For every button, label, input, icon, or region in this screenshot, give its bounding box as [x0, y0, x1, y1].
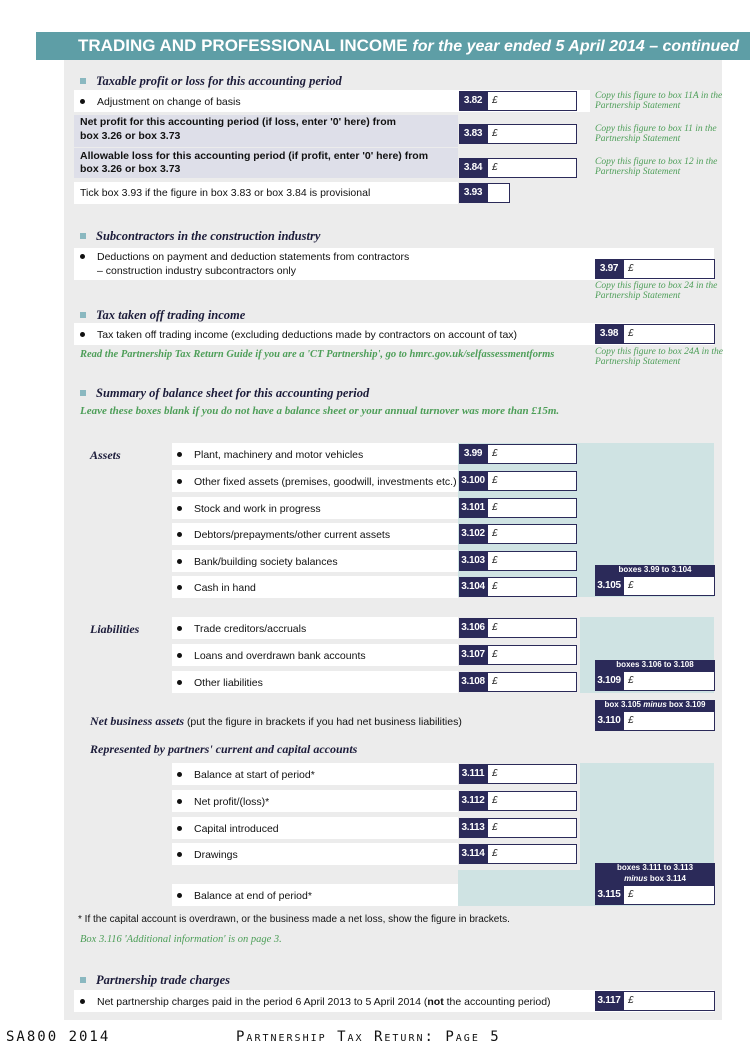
- subcontractors-label-2: – construction industry subcontractors only: [97, 265, 297, 277]
- liability-label-creditors: Trade creditors/accruals: [177, 623, 306, 636]
- asset-label-fixed: Other fixed assets (premises, goodwill, investments etc.): [177, 476, 457, 489]
- bullet-icon: [177, 532, 182, 537]
- section-heading-taxable: Taxable profit or loss for this accounting period: [80, 74, 342, 89]
- box-number-3-111: 3.111: [459, 764, 487, 784]
- box-number-3-113: 3.113: [459, 818, 487, 838]
- partner-label-capital: Capital introduced: [177, 823, 279, 836]
- box-number-3-105: 3.105: [595, 576, 623, 596]
- input-3-99[interactable]: £: [487, 444, 577, 464]
- input-3-98[interactable]: £: [623, 324, 715, 344]
- bullet-icon: [177, 479, 182, 484]
- input-3-102[interactable]: £: [487, 524, 577, 544]
- footer-page-label: Partnership Tax Return: Page 5: [236, 1029, 501, 1045]
- box-number-3-110: 3.110: [595, 711, 623, 731]
- input-3-111[interactable]: £: [487, 764, 577, 784]
- section-marker-icon: [80, 390, 86, 396]
- trade-charges-label: Net partnership charges paid in the period 6 April 2013 to 5 April 2014 (not the accounting period): [80, 996, 551, 1009]
- input-3-101[interactable]: £: [487, 498, 577, 518]
- page-title: TRADING AND PROFESSIONAL INCOME: [78, 36, 408, 55]
- partners-end-shaded-area: [458, 870, 594, 906]
- box-number-3-83: 3.83: [459, 124, 487, 144]
- subcontractors-label-1: Deductions on payment and deduction statements from contractors: [80, 251, 409, 264]
- box-number-3-107: 3.107: [459, 645, 487, 665]
- box-number-3-112: 3.112: [459, 791, 487, 811]
- box-number-3-114: 3.114: [459, 844, 487, 864]
- section-heading-trade-charges: Partnership trade charges: [80, 973, 230, 988]
- footer-form-id: SA800 2014: [6, 1029, 111, 1045]
- net-profit-label-2: box 3.26 or box 3.73: [80, 130, 181, 142]
- bullet-icon: [177, 559, 182, 564]
- net-profit-label-1: Net profit for this accounting period (if loss, enter '0' here) from: [80, 116, 396, 128]
- bullet-icon: [177, 506, 182, 511]
- section-heading-tax-taken: Tax taken off trading income: [80, 308, 245, 323]
- balance-end-caption: boxes 3.111 to 3.113 minus box 3.114: [595, 863, 715, 885]
- balance-sheet-note: Leave these boxes blank if you do not have a balance sheet or your annual turnover was more than £15m.: [80, 405, 560, 417]
- input-3-117[interactable]: £: [623, 991, 715, 1011]
- box-number-3-106: 3.106: [459, 618, 487, 638]
- input-3-83[interactable]: £: [487, 124, 577, 144]
- box-number-3-84: 3.84: [459, 158, 487, 178]
- bullet-icon: [177, 893, 182, 898]
- box-number-3-108: 3.108: [459, 672, 487, 692]
- assets-total-caption: boxes 3.99 to 3.104: [595, 565, 715, 576]
- tax-taken-label: Tax taken off trading income (excluding deductions made by contractors on account of tax): [80, 329, 517, 342]
- partner-label-profit: Net profit/(loss)*: [177, 796, 269, 809]
- liabilities-total-caption: boxes 3.106 to 3.108: [595, 660, 715, 671]
- section-marker-icon: [80, 233, 86, 239]
- hint-3-98: Copy this figure to box 24A in the Partnership Statement: [595, 347, 723, 367]
- assets-label: Assets: [90, 448, 121, 462]
- box-number-3-82: 3.82: [459, 91, 487, 111]
- provisional-label: Tick box 3.93 if the figure in box 3.83 or box 3.84 is provisional: [80, 187, 371, 199]
- partner-label-start: Balance at start of period*: [177, 769, 315, 782]
- box-number-3-117: 3.117: [595, 991, 623, 1011]
- box-number-3-101: 3.101: [459, 498, 487, 518]
- asset-label-bank: Bank/building society balances: [177, 556, 338, 569]
- liability-label-other: Other liabilities: [177, 677, 263, 690]
- capital-footnote: * If the capital account is overdrawn, or the business made a net loss, show the figure in brackets.: [78, 914, 510, 925]
- box-number-3-104: 3.104: [459, 577, 487, 597]
- represented-heading: Represented by partners' current and capital accounts: [90, 742, 358, 756]
- asset-label-debtors: Debtors/prepayments/other current assets: [177, 529, 390, 542]
- section-heading-subcontractors: Subcontractors in the construction industry: [80, 229, 320, 244]
- liabilities-label: Liabilities: [90, 622, 140, 636]
- hint-3-97: Copy this figure to box 24 in the Partnership Statement: [595, 281, 718, 301]
- box-number-3-100: 3.100: [459, 471, 487, 491]
- adjustment-label: Adjustment on change of basis: [80, 96, 241, 109]
- input-3-114[interactable]: £: [487, 844, 577, 864]
- section-marker-icon: [80, 78, 86, 84]
- hint-3-84: Copy this figure to box 12 in the Partnership Statement: [595, 157, 718, 177]
- ct-partnership-guide: Read the Partnership Tax Return Guide if you are a 'CT Partnership', go to hmrc.gov.uk/selfassessmentforms: [80, 349, 555, 360]
- box-number-3-109: 3.109: [595, 671, 623, 691]
- bullet-icon: [177, 852, 182, 857]
- bullet-icon: [177, 772, 182, 777]
- asset-label-plant: Plant, machinery and motor vehicles: [177, 449, 363, 462]
- box-number-3-103: 3.103: [459, 551, 487, 571]
- checkbox-3-93[interactable]: [487, 183, 510, 203]
- bullet-icon: [80, 254, 85, 259]
- section-marker-icon: [80, 312, 86, 318]
- bullet-icon: [177, 653, 182, 658]
- input-3-97[interactable]: £: [623, 259, 715, 279]
- net-business-assets-label: Net business assets (put the figure in brackets if you had net business liabilities): [90, 714, 462, 728]
- input-3-84[interactable]: £: [487, 158, 577, 178]
- allowable-loss-label-1: Allowable loss for this accounting period (if profit, enter '0' here) from: [80, 150, 429, 162]
- input-3-106[interactable]: £: [487, 618, 577, 638]
- input-3-110[interactable]: £: [623, 711, 715, 731]
- input-3-107[interactable]: £: [487, 645, 577, 665]
- asset-label-cash: Cash in hand: [177, 582, 256, 595]
- input-3-100[interactable]: £: [487, 471, 577, 491]
- box-number-3-98: 3.98: [595, 324, 623, 344]
- bullet-icon: [80, 999, 85, 1004]
- section-heading-balance-sheet: Summary of balance sheet for this accounting period: [80, 386, 369, 401]
- partner-label-end: Balance at end of period*: [177, 890, 312, 903]
- box-number-3-93: 3.93: [459, 183, 487, 203]
- bullet-icon: [177, 626, 182, 631]
- net-assets-caption: box 3.105 minus box 3.109: [595, 700, 715, 711]
- input-3-109[interactable]: £: [623, 671, 715, 691]
- bullet-icon: [177, 452, 182, 457]
- page-header: [36, 32, 750, 60]
- input-3-113[interactable]: £: [487, 818, 577, 838]
- additional-info-note: Box 3.116 'Additional information' is on page 3.: [80, 934, 282, 945]
- bullet-icon: [177, 799, 182, 804]
- allowable-loss-label-2: box 3.26 or box 3.73: [80, 163, 181, 175]
- partner-label-drawings: Drawings: [177, 849, 238, 862]
- input-3-105[interactable]: £: [623, 576, 715, 596]
- bullet-icon: [80, 99, 85, 104]
- input-3-112[interactable]: £: [487, 791, 577, 811]
- liability-label-loans: Loans and overdrawn bank accounts: [177, 650, 366, 663]
- bullet-icon: [177, 680, 182, 685]
- asset-label-stock: Stock and work in progress: [177, 503, 321, 516]
- hint-3-83: Copy this figure to box 11 in the Partnership Statement: [595, 124, 717, 144]
- input-3-108[interactable]: £: [487, 672, 577, 692]
- page-subtitle: for the year ended 5 April 2014 – continued: [412, 38, 739, 55]
- box-number-3-102: 3.102: [459, 524, 487, 544]
- input-3-115[interactable]: £: [623, 885, 715, 905]
- box-number-3-99: 3.99: [459, 444, 487, 464]
- bullet-icon: [177, 585, 182, 590]
- box-number-3-115: 3.115: [595, 885, 623, 905]
- hint-3-82: Copy this figure to box 11A in the Partnership Statement: [595, 91, 723, 111]
- section-marker-icon: [80, 977, 86, 983]
- input-3-82[interactable]: £: [487, 91, 577, 111]
- bullet-icon: [177, 826, 182, 831]
- input-3-104[interactable]: £: [487, 577, 577, 597]
- input-3-103[interactable]: £: [487, 551, 577, 571]
- bullet-icon: [80, 332, 85, 337]
- box-number-3-97: 3.97: [595, 259, 623, 279]
